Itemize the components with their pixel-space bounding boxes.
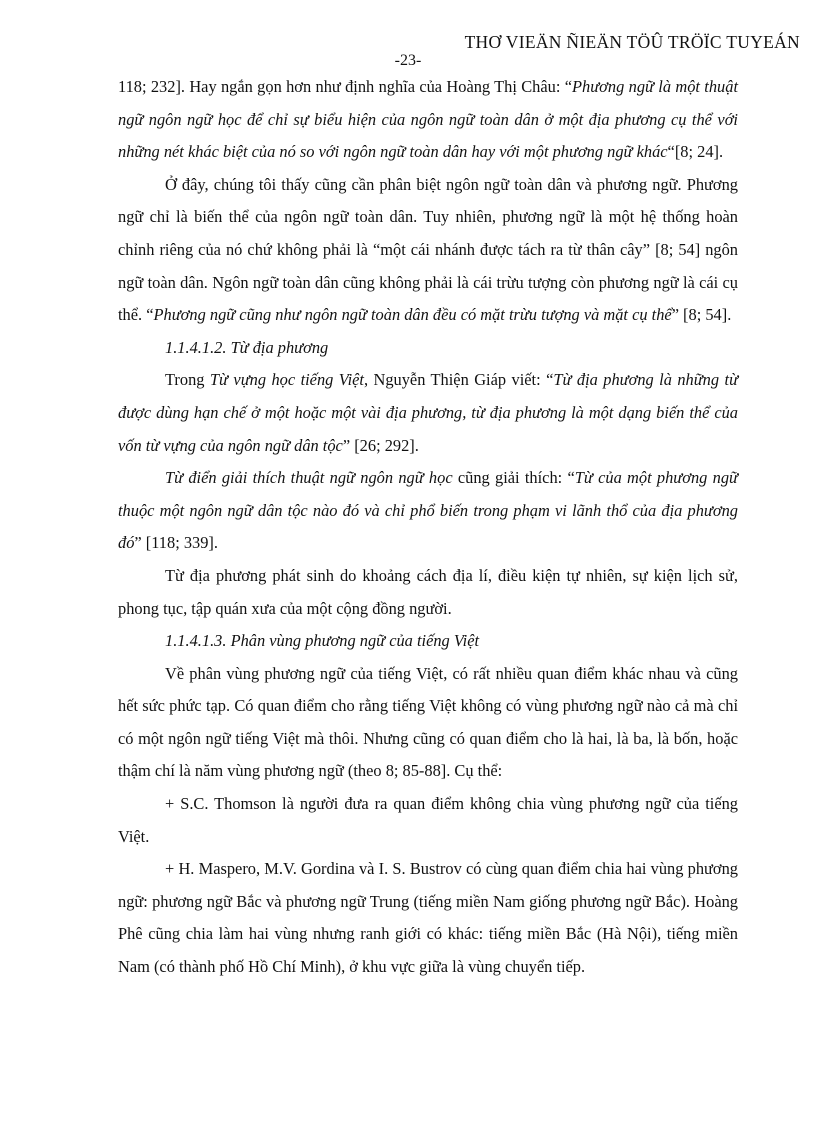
paragraph-4 [118, 462, 738, 560]
paragraph-1 [118, 71, 738, 169]
text-run: Ở đây, chúng tôi thấy cũng cần phân biệt ngôn ngữ toàn dân và phương ngữ. Phương ngữ chỉ là biến thể của ngôn ngữ toàn dân. Tuy nhiên, phương ngữ là một hệ thống hoàn chỉnh riêng của nó chứ không phải là “một cái nhánh được tách ra từ thân cây” [8; 54] ngôn ngữ toàn dân. Ngôn ngữ toàn dân cũng không phải là cái trừu tượng còn phương ngữ là cái cụ thể. “ [118, 174, 738, 325]
citation: “[8; 24]. [667, 142, 724, 162]
quote-italic: Từ địa phương là những từ được dùng hạn chế ở một hoặc một vài địa phương, từ địa phương là một dạng biến thể của vốn từ vựng của ngôn ngữ dân tộc [118, 370, 739, 455]
quote-italic: Từ của một phương ngữ thuộc một ngôn ngữ dân tộc nào đó và chỉ phổ biến trong phạm vi lãnh thổ của địa phương đó [118, 468, 738, 553]
book-title-italic: Từ vựng học tiếng Việt [209, 370, 364, 390]
quote-italic: Phương ngữ cũng như ngôn ngữ toàn dân đều có mặt trừu tượng và mặt cụ thể [153, 305, 672, 325]
library-header: THƠ VIEÄN ÑIEÄN TÖÛ TRÖÏC TUYEÁN [464, 32, 800, 52]
text-run: Trong [165, 370, 210, 390]
document-body [118, 71, 738, 984]
citation: ” [118; 339]. [134, 533, 218, 553]
paragraph-6: Về phân vùng phương ngữ của tiếng Việt, có rất nhiều quan điểm khác nhau và cũng hết sức phức tạp. Có quan điểm cho rằng tiếng Việt không có vùng phương ngữ nào cả mà chỉ có một ngôn ngữ tiếng Việt mà thôi. Nhưng cũng có quan điểm cho là hai, là ba, là bốn, hoặc thậm chí là năm vùng phương ngữ (theo 8; 85-88]. Cụ thể: [118, 663, 738, 781]
citation: ” [8; 54]. [671, 305, 732, 325]
section-heading-1-1-4-1-2: 1.1.4.1.2. Từ địa phương [165, 337, 329, 357]
paragraph-8: + H. Maspero, M.V. Gordina và I. S. Bustrov có cùng quan điểm chia hai vùng phương ngữ: phương ngữ Bắc và phương ngữ Trung (tiếng miền Nam giống phương ngữ Bắc). Hoàng Phê cũng chia làm hai vùng nhưng ranh giới có khác: tiếng miền Bắc (Hà Nội), tiếng miền Nam (có thành phố Hồ Chí Minh), ở khu vực giữa là vùng chuyển tiếp. [118, 859, 738, 977]
paragraph-7: + S.C. Thomson là người đưa ra quan điểm không chia vùng phương ngữ của tiếng Việt. [118, 794, 738, 846]
paragraph-3 [118, 364, 738, 462]
page-number: -23- [394, 52, 422, 69]
section-heading-1-1-4-1-3: 1.1.4.1.3. Phân vùng phương ngữ của tiếng Việt [165, 631, 480, 651]
quote-italic: Phương ngữ là một thuật ngữ ngôn ngữ học để chỉ sự biểu hiện của ngôn ngữ toàn dân ở một địa phương cụ thể với những nét khác biệt của nó so với ngôn ngữ toàn dân hay với một phương ngữ khác [118, 77, 738, 162]
paragraph-5: Từ địa phương phát sinh do khoảng cách địa lí, điều kiện tự nhiên, sự kiện lịch sử, phong tục, tập quán xưa của một cộng đồng người. [118, 565, 738, 618]
text-run: 118; 232]. Hay ngắn gọn hơn như định nghĩa của Hoàng Thị Châu: “ [118, 77, 573, 96]
text-run: cũng giải thích: “ [452, 468, 575, 488]
paragraph-2 [118, 169, 738, 332]
citation: ” [26; 292]. [342, 435, 419, 455]
book-title-italic: Từ điển giải thích thuật ngữ ngôn ngữ học [165, 468, 453, 488]
text-run: , Nguyễn Thiện Giáp viết: “ [363, 370, 554, 390]
